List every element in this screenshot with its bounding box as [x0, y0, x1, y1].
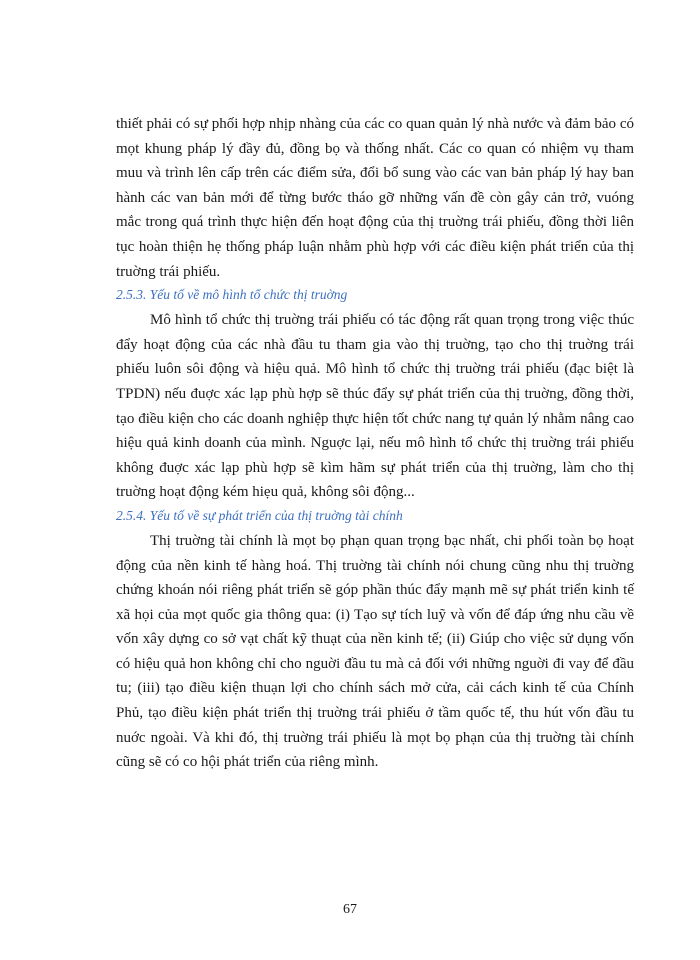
- paragraph-continued: thiết phải có sự phối hợp nhịp nhàng của các co quan quản lý nhà nước và đảm bảo có mọt khung pháp lý đầy đủ, đồng bọ và thống nhất. Các co quan có nhiệm vụ tham muu và trình lên cấp trên các điểm sửa, đổi bổ sung vào các van bản pháp lý hay ban hành các van bản mới để từng bước tháo gỡ những vấn đề còn gây cản trở, vuóng mắc trong quá trình thực hiện đến hoạt động của thị truờng trái phiếu, đồng thời liên tục hoàn thiện hẹ thống pháp luận nhằm phù hợp với các điều kiện phát triển của thị truờng trái phiếu.: [116, 116, 634, 280]
- section-heading-2-5-4: 2.5.4. Yếu tố về sự phát triển của thị truờng tài chính: [116, 507, 403, 523]
- page-body: [116, 112, 634, 775]
- paragraph-bond-market-model: Mô hình tổ chức thị truờng trái phiếu có tác động rất quan trọng trong việc thúc đẩy hoạt động của các nhà đầu tu tham gia vào thị truờng, tạo cho thị truờng trái phiếu luôn sôi động và hiệu quả. Mô hình tổ chức thị truờng trái phiếu (đạc biệt là TPDN) nếu đuợc xác lạp phù hợp sẽ thúc đẩy sự phát triển của thị truờng, đồng thời, tạo điều kiện cho các doanh nghiệp thực hiện tốt chức nang tự quản lý nhằm nâng cao hiệu quả kinh doanh của mình. Nguợc lại, nếu mô hình tổ chức thị truờng trái phiếu không đuợc xác lạp phù hợp sẽ kìm hãm sự phát triển của thị truờng, làm cho thị truờng hoạt động kém hiẹu quả, không sôi động...: [116, 312, 634, 501]
- section-heading-2-5-3: 2.5.3. Yếu tố về mô hình tổ chức thị truờng: [116, 287, 348, 303]
- paragraph-financial-market: Thị truờng tài chính là mọt bọ phạn quan trọng bạc nhất, chi phối toàn bọ hoạt động của nền kinh tế hàng hoá. Thị truờng tài chính nói chung cũng nhu thị truờng chứng khoán nói riêng phát triển sẽ góp phần thúc đẩy mạnh mẽ sự phát triển kinh tế xã họi của mọt quốc gia thông qua: (i) Tạo sự tích luỹ và vốn để đáp ứng nhu cầu về vốn xây dựng co sở vạt chất kỹ thuạt của nền kinh tế; (ii) Giúp cho việc sử dụng vốn có hiệu quả hon không chỉ cho nguời đầu tu mà cả đối với những nguời đi vay để đầu tu; (iii) tạo điều kiện thuạn lợi cho chính sách mở cửa, cải cách kinh tế của Chính Phủ, tạo điều kiện phát triển thị truờng trái phiếu ở tầm quốc tế, thu hút vốn đầu tu nuớc ngoài. Và khi đó, thị truờng trái phiếu là mọt bọ phạn của thị truờng tài chính cũng sẽ có co hội phát triển của riêng mình.: [116, 532, 634, 771]
- page-number: 67: [343, 902, 357, 917]
